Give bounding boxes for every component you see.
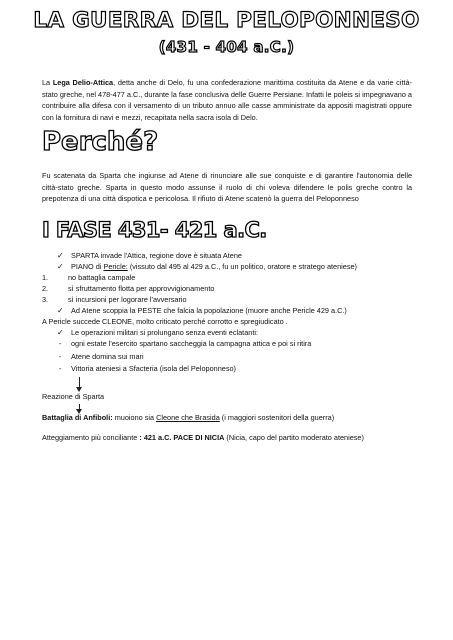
item-number: 1. [42, 273, 49, 282]
item-text: Atteggiamento più conciliante [42, 433, 140, 442]
checkmark-icon: ✓ [57, 328, 64, 337]
item-text: sì incursioni per logorare l'avversario [68, 295, 187, 304]
numbered-item-2 [42, 284, 214, 295]
item-text: SPARTA invade l'Attica, regione dove è situata Atene [71, 251, 242, 260]
intro-paragraph [42, 77, 412, 123]
item-text: Ad Atene scoppia la PESTE che falcia la popolazione (muore anche Pericle 429 a.C.) [71, 306, 347, 315]
item-text: Le operazioni militari si prolungano senza eventi eclatanti: [71, 328, 258, 337]
why-paragraph: Fu scatenata da Sparta che ingiunse ad Atene di rinunciare alle sue conquiste e di garantire l'autonomia delle città-stato greche. Sparta in questo modo assunse il ruolo di chi voleva difendere le polis greche contro la prepotenza di una città dispotica e pericolosa. Il rifiuto di Atene scatenò la guerra del Peloponneso [42, 171, 412, 204]
list-item-sparta [57, 251, 242, 262]
checkmark-icon: ✓ [57, 262, 64, 271]
item-text: (vissuto dal 495 al 429 a.C., fu un politico, oratore e stratego ateniese) [127, 262, 357, 271]
item-text: sì sfruttamento flotta per approvvigionamento [68, 284, 215, 293]
checkmark-icon: ✓ [57, 306, 64, 315]
item-number: 2. [42, 284, 49, 293]
item-text: ogni estate l'esercito spartano saccheggia la campagna attica e poi si ritira [71, 339, 312, 348]
item-number: 3. [42, 295, 49, 304]
list-item-peste [57, 306, 347, 317]
why-heading: Perché? [42, 127, 159, 157]
item-text: (Nicia, capo del partito moderato ateniese) [224, 433, 364, 442]
lega-term: Lega Delio-Attica [52, 78, 114, 88]
numbered-item-1 [42, 273, 135, 284]
item-text: Vittoria ateniesi a Sfacteria (isola del Peloponneso) [71, 364, 236, 373]
dash-marker: - [59, 339, 62, 348]
item-text: muoiono sia [112, 413, 157, 422]
date-range-subtitle: (431 - 404 a.C.) [158, 38, 295, 56]
cleone-line: A Pericle succede CLEONE, molto criticato perché corrotto e spregiudicato . [42, 317, 288, 326]
document-title: LA GUERRA DEL PELOPONNESO [33, 8, 420, 33]
reaction-line: Reazione di Sparta [42, 392, 105, 401]
pericle-name: Pericle: [103, 262, 128, 271]
checkmark-icon: ✓ [57, 251, 64, 260]
dash-marker: - [59, 364, 62, 373]
leaders-names: Cleone che Brasida [156, 413, 220, 422]
numbered-item-3 [42, 295, 187, 306]
list-item-operations [57, 328, 258, 339]
item-text: PIANO di [71, 262, 104, 271]
dash-item-3 [59, 364, 236, 375]
anfipoli-line [42, 413, 334, 424]
dash-item-2 [59, 352, 144, 363]
dash-item-1 [59, 339, 311, 350]
intro-text-before: La [42, 78, 53, 88]
battle-name: Battaglia di Anfiboli: [42, 413, 113, 422]
intro-text-after: , detta anche di Delo, fu una confederazione marittima costituita da Atene e da varie città-stato greche, nel 478-477 a.C., durante la fase conclusiva delle Guerre Persiane. Infatti le poleis si impegnavano a contribuire alla difesa con il versamento di un tributo annuo alle casse amministrate da appositi magistrati oppure con la fornitura di navi e mezzi, recapitata nella sacra isola di Delo. [42, 78, 412, 122]
phase1-heading: I FASE 431- 421 a.C. [42, 218, 267, 242]
item-text: (i maggiori sostenitori della guerra) [219, 413, 335, 422]
peace-line [42, 433, 364, 444]
item-text: Atene domina sui mari [71, 352, 144, 361]
item-text: no battaglia campale [68, 273, 136, 282]
dash-marker: - [59, 352, 62, 361]
peace-name: : 421 a.C. PACE DI NICIA [139, 433, 225, 442]
list-item-piano [57, 262, 357, 273]
